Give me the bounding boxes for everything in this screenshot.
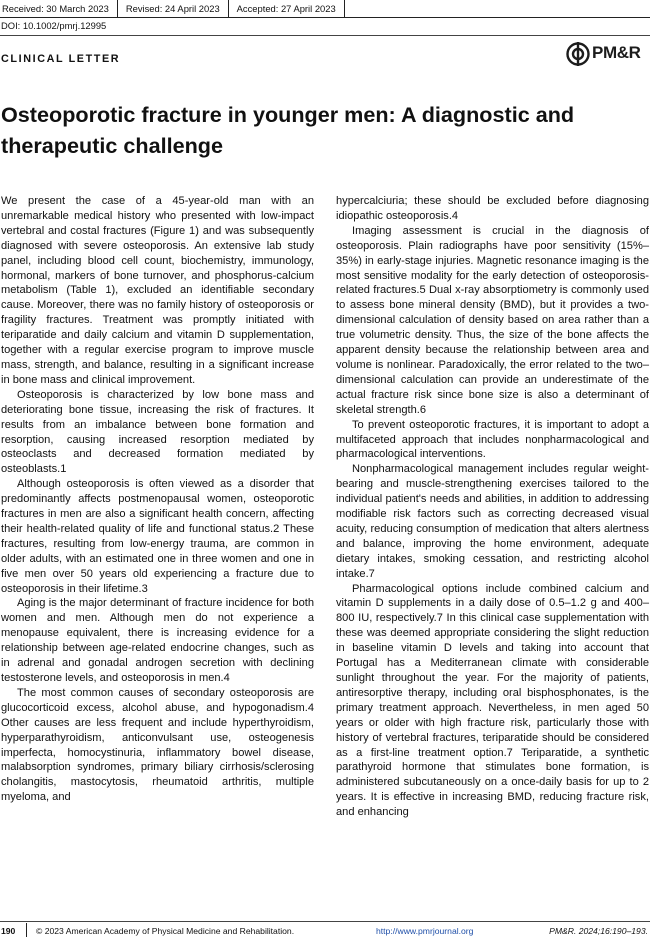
footer-divider bbox=[0, 921, 650, 922]
paragraph: Osteoporosis is characterized by low bone mass and deteriorating bone tissue, increasing the risk of fractures. It results from an imbalance between bone formation and resorption, causing increased resorption mediated by osteoclasts and decreased formation mediated by osteoblasts.1 bbox=[1, 388, 314, 476]
paragraph: We present the case of a 45-year-old man with an unremarkable medical history who presented with low-impact vertebral and costal fractures (Figure 1) and was subsequently diagnosed with severe osteoporosis. An extensive lab study panel, including blood cell count, biochemistry, immunology, hormonal, markers of bone turnover, and phosphorus-calcium metabolism (Table 1), excluded an identifiable secondary cause. Moreover, there was no family history of osteoporosis or fragility fractures. Treatment was promptly initiated with teriparatide and daily calcium and vitamin D supplementation, together with a regular exercise program to improve muscle mass, strength, and balance, resulting in a significant increase in bone mass and clinical improvement. bbox=[1, 195, 314, 386]
section-label: CLINICAL LETTER bbox=[1, 53, 121, 65]
paragraph: To prevent osteoporotic fractures, it is important to adopt a multifaceted approach that includes nonpharmacological and pharmacological interventions. bbox=[336, 418, 649, 461]
pmr-logo-icon bbox=[566, 42, 590, 66]
citation: PM&R. 2024;16:190–193. bbox=[549, 926, 648, 936]
journal-link[interactable]: http://www.pmrjournal.org bbox=[376, 926, 474, 936]
header-divider bbox=[0, 35, 650, 36]
accepted-date: Accepted: 27 April 2023 bbox=[229, 0, 345, 17]
left-column bbox=[1, 194, 314, 805]
page-number: 190 bbox=[1, 926, 16, 936]
doi[interactable]: DOI: 10.1002/pmrj.12995 bbox=[1, 20, 107, 31]
article-history-bar bbox=[0, 0, 650, 18]
copyright: © 2023 American Academy of Physical Medicine and Rehabilitation. bbox=[36, 926, 295, 936]
revised-date: Revised: 24 April 2023 bbox=[118, 0, 229, 17]
paragraph: Nonpharmacological management includes regular weight-bearing and muscle-strengthening exercises tailored to the individual patient's needs and abilities, in addition to addressing modifiable risk factors such as correcting decreased visual acuity, reducing consumption of medication that alters alertness and balance, improving the home environment, adequate dietary intakes, smoking cessation, and restricting alcohol intake.7 bbox=[336, 463, 649, 580]
received-date: Received: 30 March 2023 bbox=[0, 0, 118, 17]
article-title: Osteoporotic fracture in younger men: A diagnostic and therapeutic challenge bbox=[1, 102, 575, 158]
paragraph: Although osteoporosis is often viewed as a disorder that predominantly affects postmenopausal women, osteoporotic fractures in men are also a significant health concern, affecting their health-related quality of life and functional status.2 These fractures, resulting from low-energy trauma, are common in older adults, with an estimated one in three women and one in five men over 50 years old experiencing a fracture due to osteoporosis in their lifetime.3 bbox=[1, 478, 314, 595]
paragraph: Pharmacological options include combined calcium and vitamin D supplements in a daily dose of 0.5–1.2 g and 400–800 IU, respectively.7 In this clinical case supplementation with these was deemed appropriate considering the slight reduction in baseline vitamin D levels and taking into account that Portugal has a Mediterranean climate with considerable sunlight throughout the year. For the majority of patients, antiresorptive therapy, including oral bisphosphonates, is the primary treatment approach. Nevertheless, in men aged 50 years or older with high fracture risk, particularly those with history of vertebral fractures, teriparatide should be considered as a first-line treatment option.7 Teriparatide, a synthetic parathyroid hormone that stimulates bone formation, is administered subcutaneously on a once-daily basis for up to 2 years. It is effective in increasing BMD, reducing fracture risk, and enhancing bbox=[336, 582, 649, 819]
paragraph: Aging is the major determinant of fracture incidence for both women and men. Although men do not experience a menopause equivalent, there is increasing evidence for a relationship between age-related endocrine changes, such as in adrenal and gonadal androgen secretion with declining testosterone levels, and osteoporosis in men.4 bbox=[1, 597, 314, 684]
paragraph: The most common causes of secondary osteoporosis are glucocorticoid excess, alcohol abuse, and hypogonadism.4 Other causes are less frequent and include hyperthyroidism, hyperparathyroidism, anticonvulsant use, osteogenesis imperfecta, homocystinuria, inflammatory bowel disease, malabsorption syndromes, primary biliary cirrhosis/sclerosing cholangitis, mastocytosis, rheumatoid arthritis, multiple myeloma, and bbox=[1, 686, 314, 804]
paragraph: hypercalciuria; these should be excluded before diagnosing idiopathic osteoporosis.4 bbox=[336, 195, 649, 222]
paragraph: Imaging assessment is crucial in the diagnosis of osteoporosis. Plain radiographs have poor sensitivity (15%–35%) in early-stage injuries. Magnetic resonance imaging is the most sensitive modality for the early detection of osteoporosis-related fractures.5 Dual x-ray absorptiometry is commonly used to assess bone mineral density (BMD), but it provides a two-dimensional calculation of density based on area rather than a true volumetric density. Thus, the size of the bone affects the apparent density because the relationship between area and volume is nonlinear. Paradoxically, the error related to the two–dimensional calculation can provide an underestimate of the actual fracture risk since bone size is also a determinant of skeletal strength.6 bbox=[336, 224, 649, 416]
footer-separator bbox=[26, 923, 27, 937]
journal-logo[interactable] bbox=[566, 40, 650, 68]
right-column bbox=[336, 194, 649, 820]
logo-text: PM&R bbox=[592, 43, 641, 62]
